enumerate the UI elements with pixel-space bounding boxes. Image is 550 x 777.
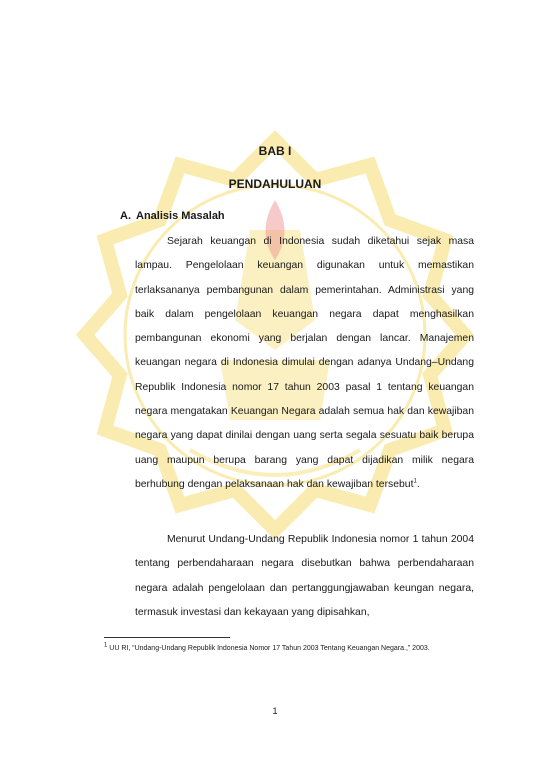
footnote-divider (104, 637, 230, 638)
paragraph-1-end: . (416, 478, 420, 490)
paragraph-1-text: Sejarah keuangan di Indonesia sudah diketahui sejak masa lampau. Pengelolaan keuangan digunakan untuk memastikan terlaksananya pembangunan dalam pemerintahan. Administrasi yang baik dalam pengelolaan keuangan negara dapat menghasilkan pembangunan ekonomi yang berjalan dengan lancar. Manajemen keuangan negara di Indonesia dimulai dengan adanya Undang–Undang Republik Indonesia nomor 17 tahun 2003 pasal 1 tentang keuangan negara mengatakan Keuangan Negara adalah semua hak dan kewajiban negara yang dapat dinilai dengan uang serta segala sesuatu baik berupa uang maupun berupa barang yang dapat dijadikan milik negara berhubung dengan pelaksanaan hak dan kewajiban tersebut (135, 236, 474, 490)
section-number: A. (120, 210, 131, 222)
footnote-number: 1 (104, 642, 108, 649)
footnote (104, 643, 484, 654)
footnote-text: UU RI, “Undang-Undang Republik Indonesia Nomor 17 Tahun 2003 Tentang Keuangan Negara.,” 2003. (109, 645, 430, 652)
page-number: 1 (272, 706, 278, 716)
chapter-title: PENDAHULUAN (228, 177, 322, 191)
paragraph-2: Menurut Undang-Undang Republik Indonesia nomor 1 tahun 2004 tentang perbendaharaan negara disebutkan bahwa perbendaharaan negara adalah pengelolaan dan pertanggungjawaban keungan negara, termasuk investasi dan kekayaan yang dipisahkan, (135, 534, 474, 618)
footnote-reference[interactable]: 1 (413, 478, 417, 485)
chapter-number: BAB I (258, 144, 292, 158)
section-title: Analisis Masalah (136, 210, 225, 222)
section-heading (120, 210, 225, 222)
paragraph-1 (135, 230, 474, 497)
